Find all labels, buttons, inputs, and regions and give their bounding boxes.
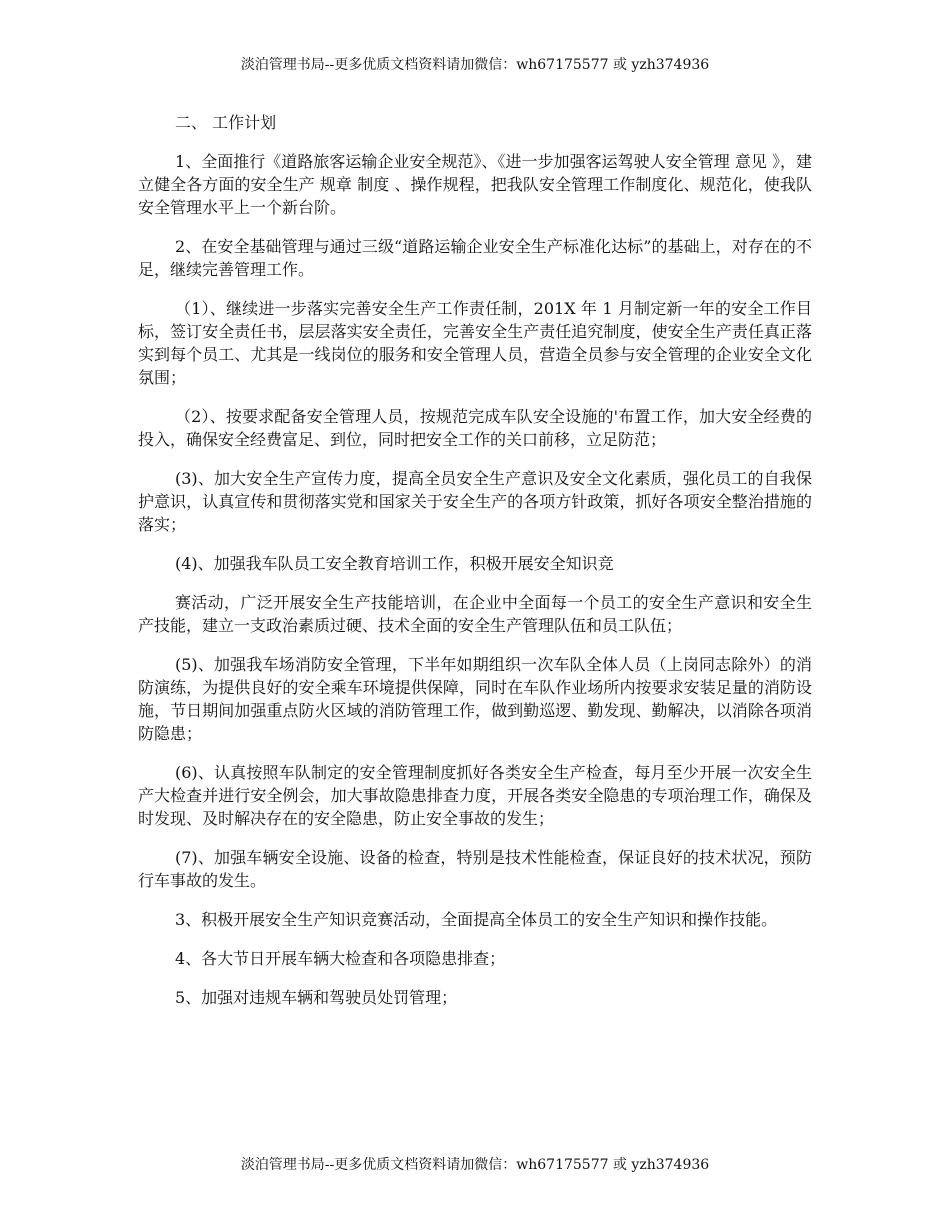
paragraph-3: 3、积极开展安全生产知识竞赛活动，全面提高全体员工的安全生产知识和操作技能。 xyxy=(175,910,778,929)
paragraph-2: 2、在安全基础管理与通过三级“道路运输企业安全生产标准化达标”的基础上，对存在的不足，继续完善管理工作。 xyxy=(138,237,812,279)
paragraph-2-7: (7)、加强车辆安全设施、设备的检查，特别是技术性能检查，保证良好的技术状况，预防行车事故的发生。 xyxy=(138,848,812,890)
paragraph-4: 4、各大节日开展车辆大检查和各项隐患排查； xyxy=(175,949,506,968)
paragraph-5: 5、加强对违规车辆和驾驶员处罚管理； xyxy=(175,988,458,1007)
paragraph-2-4-continued: 赛活动，广泛开展安全生产技能培训，在企业中全面每一个员工的安全生产意识和安全生产技能，建立一支政治素质过硬、技术全面的安全生产管理队伍和员工队伍； xyxy=(138,593,812,635)
page-header: 淡泊管理书局--更多优质文档资料请加微信：wh67175577 或 yzh374936 xyxy=(240,57,710,73)
paragraph-2-3: (3)、加大安全生产宣传力度，提高全员安全生产意识及安全文化素质，强化员工的自我保护意识，认真宣传和贯彻落实党和国家关于安全生产的各项方针政策，抓好各项安全整治措施的落实； xyxy=(138,469,812,534)
section-heading: 二、 工作计划 xyxy=(175,113,277,132)
page-footer: 淡泊管理书局--更多优质文档资料请加微信：wh67175577 或 yzh374936 xyxy=(240,1157,710,1173)
paragraph-2-5: (5)、加强我车场消防安全管理，下半年如期组织一次车队全体人员（上岗同志除外）的消防演练，为提供良好的安全乘车环境提供保障，同时在车队作业场所内按要求安装足量的消防设施，节日期间加强重点防火区域的消防管理工作，做到勤巡逻、勤发现、勤解决，以消除各项消防隐患； xyxy=(138,655,812,743)
paragraph-2-6: (6)、认真按照车队制定的安全管理制度抓好各类安全生产检查，每月至少开展一次安全生产大检查并进行安全例会，加大事故隐患排查力度，开展各类安全隐患的专项治理工作，确保及时发现、及时解决存在的安全隐患，防止安全事故的发生； xyxy=(138,763,812,828)
paragraph-2-4: (4)、加强我车队员工安全教育培训工作，积极开展安全知识竞 xyxy=(175,554,614,573)
paragraph-1: 1、全面推行《道路旅客运输企业安全规范》、《进一步加强客运驾驶人安全管理 意见 》，建立健全各方面的安全生产 规章 制度 、操作规程，把我队安全管理工作制度化、规范化，使我队安全管理水平上一个新台阶。 xyxy=(138,152,812,217)
paragraph-2-2: （2）、按要求配备安全管理人员，按规范完成车队安全设施的'布置工作，加大安全经费的投入，确保安全经费富足、到位，同时把安全工作的关口前移，立足防范； xyxy=(138,407,812,449)
paragraph-2-1: （1）、继续进一步落实完善安全生产工作责任制，201X 年 1 月制定新一年的安全工作目标，签订安全责任书，层层落实安全责任，完善安全生产责任追究制度，使安全生产责任真正落实到每个员工、尤其是一线岗位的服务和安全管理人员，营造全员参与安全管理的企业安全文化氛围； xyxy=(138,299,812,387)
document-body xyxy=(138,112,812,1025)
